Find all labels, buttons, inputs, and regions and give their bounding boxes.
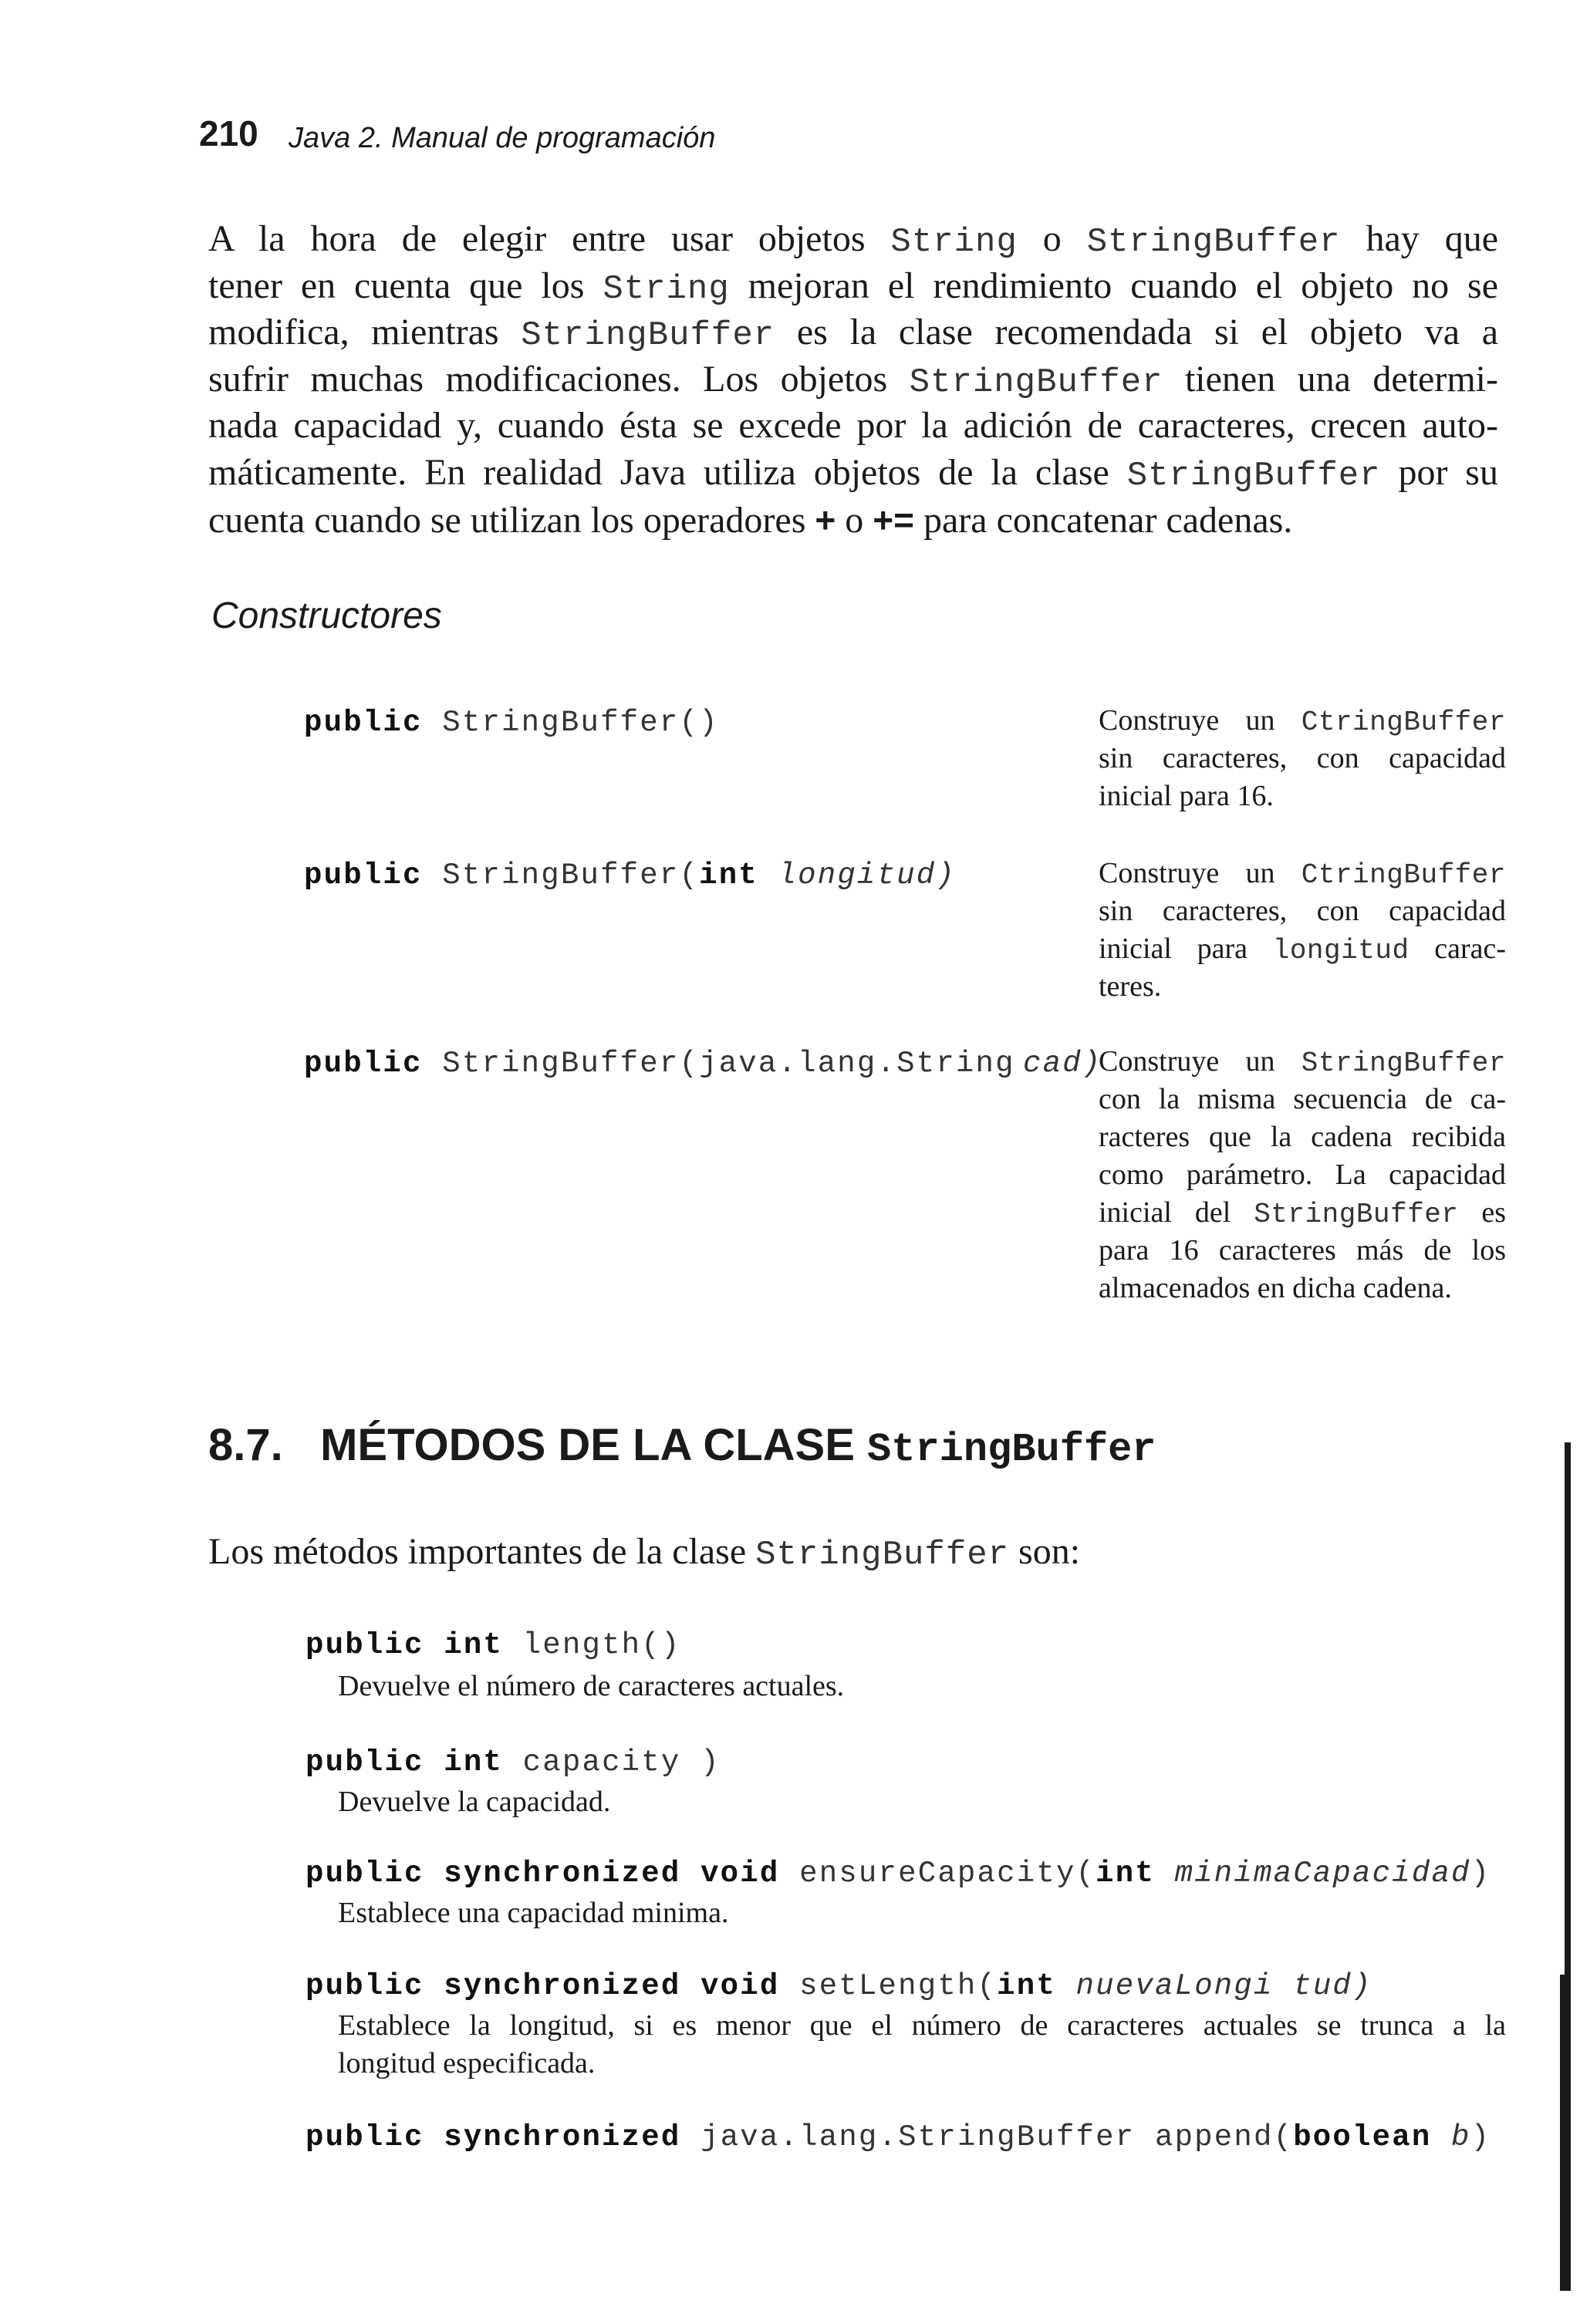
desc-line: Construye un StringBuffer <box>1099 1045 1506 1079</box>
code-term: String <box>890 223 1018 261</box>
constructor-param: cad) <box>1023 1047 1102 1081</box>
desc-line: Devuelve el número de caracteres actuales. <box>338 1670 845 1702</box>
method-signature: public synchronized java.lang.StringBuffer append(boolean b) <box>306 2120 1491 2154</box>
book-title: Java 2. Manual de programación <box>289 122 716 154</box>
desc-line: Establece la longitud, si es menor que el número de caracteres actuales se trunca a la <box>338 2009 1506 2042</box>
method-description <box>338 2007 1506 2083</box>
constructor-description <box>1099 1043 1506 1307</box>
constructor-signature: public StringBuffer(java.lang.String <box>304 1047 1015 1081</box>
methods-intro: Los métodos importantes de la clase StringBuffer son: <box>208 1531 1081 1574</box>
code-term: StringBuffer <box>1086 223 1341 261</box>
page-number: 210 <box>199 113 258 153</box>
constructor-signature: public StringBuffer(int longitud) <box>304 858 956 892</box>
method-signature: public int capacity ) <box>306 1746 721 1779</box>
constructor-description <box>1099 855 1506 1006</box>
desc-line: sin caracteres, con capacidad <box>1099 742 1506 774</box>
scan-edge-mark <box>1560 1975 1571 2291</box>
method-signature: public int length() <box>306 1628 681 1662</box>
code-term: StringBuffer <box>521 316 775 356</box>
desc-line: para 16 caracteres más de los <box>1099 1234 1506 1267</box>
desc-line: Construye un CtringBuffer <box>1099 704 1506 738</box>
intro-paragraph <box>208 216 1498 543</box>
constructor-description <box>1099 702 1506 815</box>
intro-line: tener en cuenta que los String mejoran el rendimiento cuando el objeto no se <box>208 265 1498 309</box>
operator: += <box>873 499 914 540</box>
intro-line: máticamente. En realidad Java utiliza objetos de la clase StringBuffer por su <box>208 451 1498 495</box>
intro-line: A la hora de elegir entre usar objetos String o StringBuffer hay que <box>208 218 1499 261</box>
section-heading: 8.7. MÉTODOS DE LA CLASE StringBuffer <box>208 1420 1156 1472</box>
desc-line: como parámetro. La capacidad <box>1099 1159 1506 1191</box>
method-signature: public synchronized void setLength(int nuevaLongi tud) <box>306 1969 1372 2003</box>
desc-line: Establece una capacidad minima. <box>338 1897 729 1929</box>
desc-line: longitud especificada. <box>338 2047 596 2079</box>
desc-line: Devuelve la capacidad. <box>338 1786 611 1818</box>
desc-line: sin caracteres, con capacidad <box>1099 895 1506 927</box>
desc-line: inicial del StringBuffer es <box>1099 1196 1507 1230</box>
code-term: String <box>603 269 730 309</box>
desc-line: con la misma secuencia de ca- <box>1099 1083 1506 1115</box>
intro-line: sufrir muchas modificaciones. Los objetos StringBuffer tienen una determi- <box>208 358 1498 402</box>
desc-line: inicial para 16. <box>1099 780 1274 812</box>
intro-line: nada capacidad y, cuando ésta se excede por la adición de caracteres, crecen auto- <box>208 405 1498 447</box>
desc-line: Construye un CtringBuffer <box>1099 857 1506 891</box>
intro-line: cuenta cuando se utilizan los operadores + o += para concatenar cadenas. <box>208 499 1293 541</box>
method-description <box>338 1668 844 1705</box>
code-term: StringBuffer <box>909 363 1163 402</box>
constructors-heading: Constructores <box>211 595 442 636</box>
method-signature: public synchronized void ensureCapacity(int minimaCapacidad) <box>306 1857 1491 1891</box>
desc-line: racteres que la cadena recibida <box>1099 1121 1506 1153</box>
desc-line: almacenados en dicha cadena. <box>1099 1272 1452 1304</box>
method-description <box>338 1783 610 1821</box>
method-description <box>338 1894 728 1932</box>
intro-line: modifica, mientras StringBuffer es la clase recomendada si el objeto va a <box>208 312 1499 356</box>
operator: + <box>815 499 836 540</box>
code-term: StringBuffer <box>1126 456 1381 495</box>
desc-line: inicial para longitud carac- <box>1099 933 1506 966</box>
desc-line: teres. <box>1099 970 1162 1003</box>
constructor-signature: public StringBuffer() <box>304 706 719 740</box>
